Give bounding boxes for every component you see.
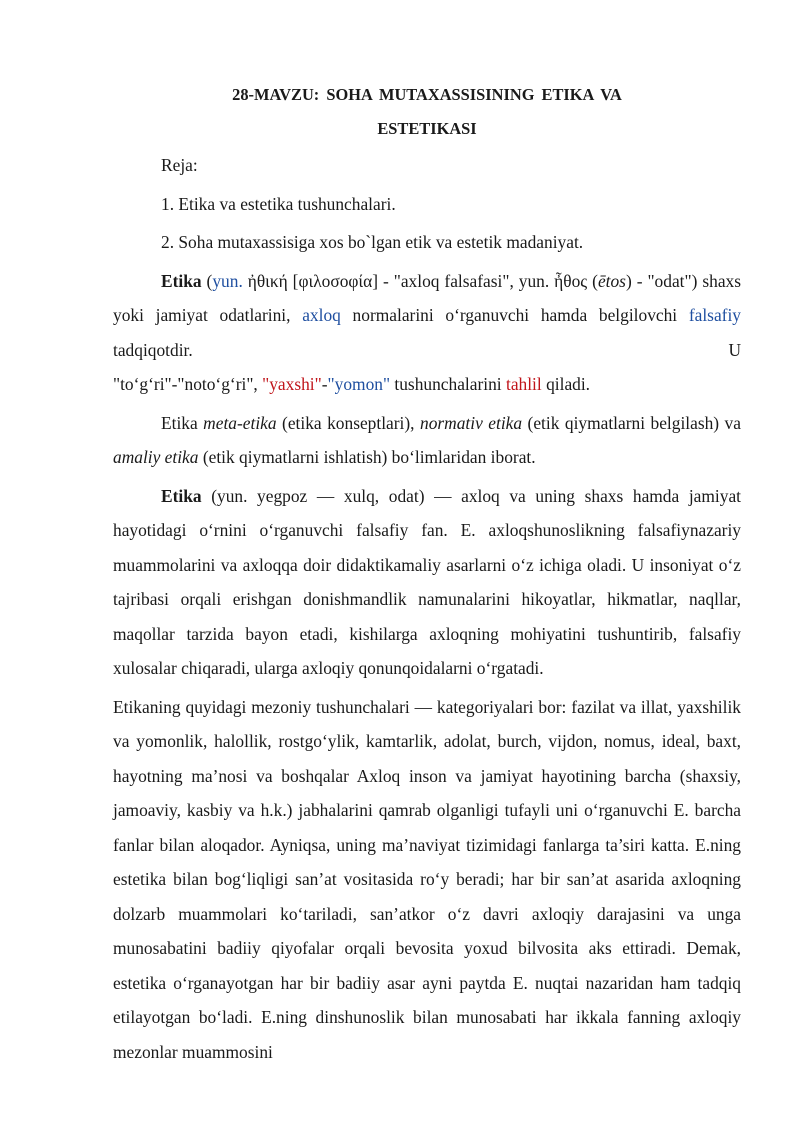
document-page bbox=[113, 78, 741, 1069]
link-yaxshi[interactable]: "yaxshi" bbox=[262, 374, 322, 394]
title-line-1: 28-MAVZU: SOHA MUTAXASSISINING ETIKA VA bbox=[232, 85, 622, 104]
plan-item-2: 2. Soha mutaxassisiga xos bo`lgan etik va estetik madaniyat. bbox=[161, 232, 584, 252]
link-yun[interactable]: yun. bbox=[212, 270, 243, 291]
term-etika-2: Etika bbox=[161, 485, 202, 506]
paragraph-etika-definition: Etika (yun. ἠθική [φιλοσοφία] - "axloq falsafasi", yun. ἦθος (ētos) - "odat") shaxs yoki jamiyat odatlarini, axloq normalarini o‘rganuvchi hamda belgilovchi falsafiy tadqiqotdir. U "to‘g‘ri"-"noto‘g‘ri", "yaxshi"-"yomon" tushunchalarini tahlil qiladi. bbox=[113, 270, 742, 394]
term-normativ-etika: normativ etika bbox=[420, 412, 523, 433]
document-title bbox=[113, 78, 741, 146]
title-line-2: ESTETIKASI bbox=[377, 119, 477, 138]
plan-item-1: 1. Etika va estetika tushunchalari. bbox=[161, 193, 396, 214]
letter-u: U bbox=[728, 339, 741, 360]
link-yomon[interactable]: "yomon" bbox=[327, 374, 391, 394]
link-axloq[interactable]: axloq bbox=[302, 305, 341, 325]
plan-heading: Reja: bbox=[161, 155, 198, 175]
paragraph-etika-sections: Etika meta-etika (etika konseptlari), normativ etika (etik qiymatlarni belgilash) va amaliy etika (etik qiymatlarni ishlatish) bo‘limlaridan iborat. bbox=[113, 412, 741, 467]
link-tahlil[interactable]: tahlil bbox=[505, 374, 542, 394]
paragraph-etika-categories: Etikaning quyidagi mezoniy tushunchalari — kategoriyalari bor: fazilat va illat, yaxshilik va yomonlik, halollik, rostgo‘ylik, kamtarlik, adolat, burch, vijdon, nomus, ideal, baxt, hayotning ma’nosi va boshqalar Axloq inson va jamiyat hayotining barcha (shaxsiy, jamoaviy, kasbiy va h.k.) jabhalarini qamrab olganligi tufayli uni o‘rganuvchi E. barcha fanlar bilan aloqador. Ayniqsa, uning ma’naviyat tizimidagi fanlarga ta’siri katta. E.ning estetika bilan bog‘liqligi san’at vositasida ro‘y beradi; har bir san’at asarida axloqning dolzarb muammolari ko‘tariladi, san’atkor o‘z davri axloqiy darajasini va unga munosabatini badiiy qiyofalar orqali bevosita yoxud bilvosita aks ettiradi. Demak, estetika o‘rganayotgan har bir badiiy asar ayni paytda E. nuqtai nazaridan ham tadqiq etilayotgan bo‘ladi. E.ning dinshunoslik bilan munosabati har ikkala fanning axloqiy mezonlar muammosini bbox=[113, 696, 741, 1062]
term-etos: ētos bbox=[597, 270, 626, 291]
term-meta-etika: meta-etika bbox=[203, 412, 277, 433]
paragraph-etika-philosophy: Etika (yun. yegpoz — xulq, odat) — axloq va uning shaxs hamda jamiyat hayotidagi o‘rnini o‘rganuvchi falsafiy fan. E. axloqshunoslikning falsafiynazariy muammolarini va axloqqa doir didaktikamaliy asarlarni o‘z ichiga oladi. U insoniyat o‘z tajribasi orqali erishgan donishmandlik namunalarini hikoyatlar, hikmatlar, naqllar, maqollar tarzida bayon etadi, kishilarga axloqning mohiyatini tushuntirib, falsafiy xulosalar chiqaradi, ularga axloqiy qonunqoidalarni o‘rgatadi. bbox=[113, 485, 741, 678]
term-amaliy-etika: amaliy etika bbox=[113, 447, 199, 467]
term-etika: Etika bbox=[161, 270, 202, 291]
link-falsafiy[interactable]: falsafiy bbox=[688, 305, 741, 325]
